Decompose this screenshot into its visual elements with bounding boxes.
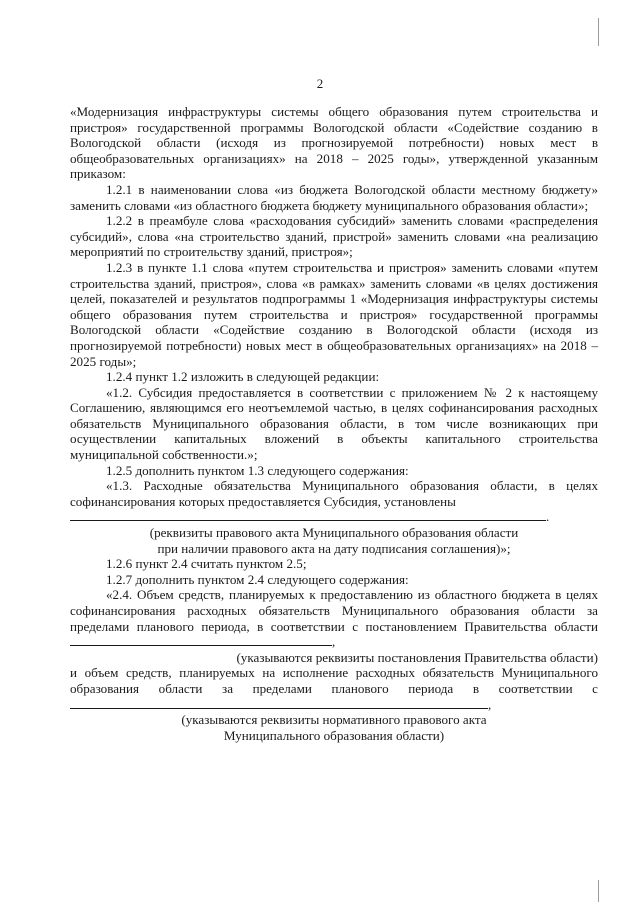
fill-in-line <box>70 698 488 709</box>
paragraph: 1.2.7 дополнить пунктом 2.4 следующего содержания: <box>106 571 409 587</box>
document-body <box>70 104 598 743</box>
paragraph: 1.2.4 пункт 1.2 изложить в следующей редакции: <box>106 369 380 385</box>
note-line: (указываются реквизиты нормативного правового акта <box>181 712 487 728</box>
fill-in-line <box>70 510 546 521</box>
paragraph-text: «2.4. Объем средств, планируемых к предоставлению из областного бюджета в целях софинансирования расходных обязательств Муниципального образования области за пределами планового периода, в соответствии с постановлением Правительства области <box>70 587 598 634</box>
blank-line <box>70 509 598 525</box>
punctuation: , <box>332 634 336 650</box>
punctuation: , <box>488 696 492 712</box>
scan-edge-mark <box>598 18 599 46</box>
punctuation: . <box>546 509 550 525</box>
paragraph: «1.3. Расходные обязательства Муниципального образования области, в целях софинансирования которых предоставляется Субсидия, установлены <box>70 478 598 509</box>
paragraph-text: и объем средств, планируемых на исполнение расходных обязательств Муниципального образования области за пределами планового периода в соответствии с <box>70 665 598 696</box>
note-line: (реквизиты правового акта Муниципального образования области <box>149 525 519 541</box>
scan-edge-mark <box>598 880 599 902</box>
paragraph: 1.2.6 пункт 2.4 считать пунктом 2.5; <box>106 556 307 572</box>
paragraph <box>70 587 598 649</box>
paragraph: 1.2.2 в преамбуле слова «расходования субсидий» заменить словами «распределения субсидий», слова «на строительство зданий, пристрой» заменить словами «на реализацию мероприятий по строительству зданий, пристроя»; <box>70 213 598 260</box>
paragraph: 1.2.1 в наименовании слова «из бюджета Вологодской области местному бюджету» заменить словами «из областного бюджета бюджету муниципального образования области»; <box>70 181 598 213</box>
paragraph: «Модернизация инфраструктуры системы общего образования путем строительства и пристроя» государственной программы Вологодской области «Содействие созданию в Вологодской области (исходя из прогнозируемой потребности) новых мест в общеобразовательных организациях» на 2018 – 2025 годы», утвержденной указанным приказом: <box>70 104 598 182</box>
page-number: 2 <box>316 76 324 91</box>
note-line: (указываются реквизиты постановления Правительства области) <box>236 649 598 665</box>
note-line: при наличии правового акта на дату подписания соглашения)»; <box>157 540 511 556</box>
fill-in-line <box>70 635 332 646</box>
paragraph <box>70 665 598 712</box>
note-line: Муниципального образования области) <box>223 727 445 743</box>
paragraph: «1.2. Субсидия предоставляется в соответствии с приложением № 2 к настоящему Соглашению, являющимся его неотъемлемой частью, в целях софинансирования расходных обязательств Муниципального образования области, в том числе возникающих при осуществлении капитальных вложений в объекты капитального строительства муниципальной собственности.»; <box>70 384 598 463</box>
paragraph: 1.2.3 в пункте 1.1 слова «путем строительства и пристроя» заменить словами «путем строительства зданий, пристроя», слова «в рамках» заменить словами «в целях достижения целей, показателей и результатов подпрограммы 1 «Модернизация инфраструктуры системы общего образования путем строительства и пристроя» государственной программы Вологодской области «Содействие созданию в Вологодской области (исходя из прогнозируемой потребности) новых мест в общеобразовательных организациях» на 2018 – 2025 годы»; <box>70 259 598 369</box>
paragraph: 1.2.5 дополнить пунктом 1.3 следующего содержания: <box>106 462 409 478</box>
